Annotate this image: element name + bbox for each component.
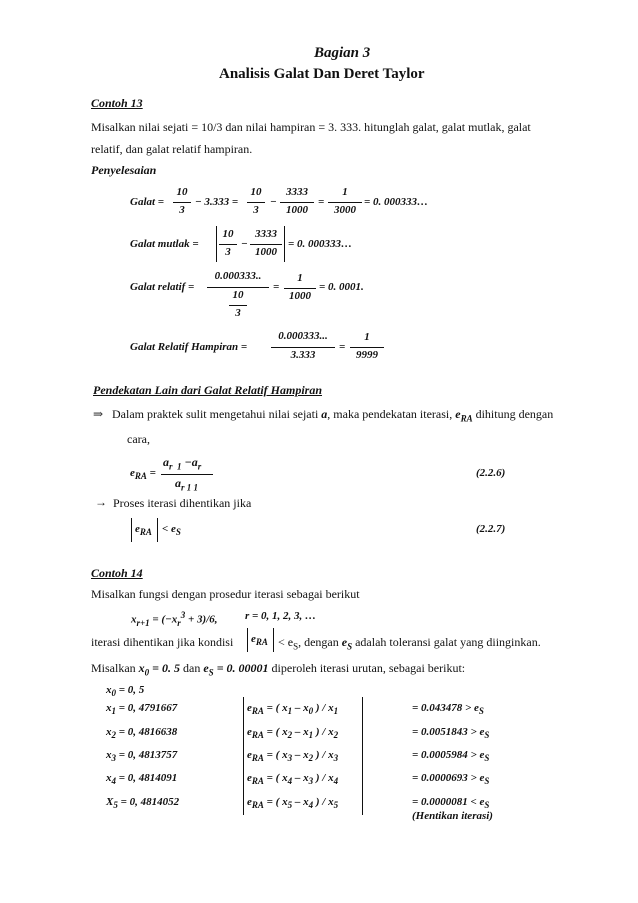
iteration-value: $x_3 = 0$, 4813757 [106,749,178,764]
abs-bar-left [243,791,244,815]
example-14-intro: Misalkan fungsi dengan prosedur iterasi sebagai berikut [91,587,360,601]
iteration-index-range: r = 0, 1, 2, 3, … [245,610,317,622]
iteration-value: $x_2 = 0$, 4816638 [106,726,178,741]
abs-bar-left [243,721,244,745]
stop-condition-era: $e_{RA}$ [251,633,268,648]
abs-bar-right [362,791,363,815]
approach-text-1: Dalam praktek sulit mengetahui nilai sejati a, maka pendekatan iterasi, $e_{RA}$ dihitung dengan [112,407,554,424]
approach-text-2: cara, [127,432,150,446]
iteration-value: $x_4 = 0$, 4814091 [106,772,178,787]
example-14-heading: Contoh 14 [91,566,143,580]
x0-line: $x_0 = 0$, 5 [106,684,145,699]
error-result: = $0.0000081 < e_S$ [412,796,490,811]
relative-error-formula: $e_{RA}$ = ( $x_1 - x_0$ ) / $x_1$ [247,702,339,717]
arrow-icon: ⇒ [93,407,104,421]
example-13-heading: Contoh 13 [91,96,143,110]
solution-heading: Penyelesaian [91,163,157,177]
abs-bar-left [243,744,244,768]
iteration-value: $X_5 = 0$, 4814052 [106,796,180,811]
abs-bar-left [243,767,244,791]
error-result: = $0.0000693 > e_S$ [412,772,490,787]
relative-error-formula: $e_{RA}$ = ( $x_3 - x_2$ ) / $x_3$ [247,749,339,764]
abs-bar-right [362,721,363,745]
chapter-title: Analisis Galat Dan Deret Taylor [219,66,425,82]
equation-number-2-2-7: (2.2.7) [476,523,506,535]
stop-condition-line: iterasi dihentikan jika kondisi [91,635,234,649]
document-page: Bagian 3 Analisis Galat Dan Deret Taylor Contoh 13 Misalkan nilai sejati = 10/3 dan nilai hampiran = 3. 333. hitunglah galat, galat mutlak, galat relatif, dan galat relatif hampiran. Penyelesaian Galat = 10 3 − 3.333 = 10 3 − 3333 1000 = 1 3000 = 0. 000333… Galat mutlak = 10 3 − 3333 1000 = 0. 000333… Galat relatif = 0.000333.. 10 3 = 1 1000 = 0. 0001. Galat Relatif Hampiran = 0.000333... 3.333 = 1 9999 Pendekatan Lain dari Galat Relatif Hampiran ⇒ Dalam praktek sulit mengetahui nilai sejati a, maka pendekatan iterasi, $e_{RA}$ dihitung dengan cara, $e_{RA}$ = $a_{r 1} -a_r$ $a_{r 1 1}$ (2.2.6) → Proses iterasi dihentikan jika $e_{RA}$ < $e_S$ (2.2.7) Contoh 14 Misalkan fungsi dengan prosedur iterasi sebagai berikut $x_{r+1} = (-x_r^3 + 3)/6$, r = 0, 1, 2, 3, … iterasi dihentikan jika kondisi $e_{RA}$ < $e_S$, dengan $e_S$ adalah toleransi galat yang diinginkan. Misalkan $x_0 = 0$. 5 dan $e_S = 0$. 00001 diperoleh iterasi urutan, sebagai berikut: $x_0 = 0$, 5 $x_1 = 0$, 4791667 $e_{RA}$ = ( $x_1 - x_0$ ) / $x_1$ = $0.043478 > e_S$ $x_2 = 0$, 4816638 $e_{RA}$ = ( $x_2 - x_1$ ) / $x_2$ = $0.0051843 > e_S$ $x_3 = 0$, 4813757 $e_{RA}$ = ( $x_3 - x_2$ ) / $x_3$ = $0.0005984 > e_S$ $x_4 = 0$, 4814091 $e_{RA}$ = ( $x_4 - x_3$ ) / $x_4$ = $0.0000693 > e_S$ $X_5 = 0$, 4814052 $e_{RA}$ = ( $x_5 - x_4$ ) / $x_5$ = $0.0000081 < e_S$ (Hentikan iterasi) [0,0,638,903]
arrow-right-icon: → [95,495,107,509]
abs-bar-right [362,767,363,791]
problem-line-1: Misalkan nilai sejati = 10/3 dan nilai hampiran = 3. 333. hitunglah galat, galat mutlak, galat [91,120,531,134]
stop-condition-text: Proses iterasi dihentikan jika [113,496,252,510]
relative-error-formula: $e_{RA}$ = ( $x_2 - x_1$ ) / $x_2$ [247,726,339,741]
abs-bar-right [362,697,363,721]
equation-number-2-2-6: (2.2.6) [476,467,506,479]
error-result: = $0.0051843 > e_S$ [412,726,490,741]
iteration-value: $x_1 = 0$, 4791667 [106,702,178,717]
error-result: = $0.043478 > e_S$ [412,702,484,717]
relative-error-formula: $e_{RA}$ = ( $x_5 - x_4$ ) / $x_5$ [247,796,339,811]
stop-condition-rest: < $e_S$, dengan $e_S$ adalah toleransi galat yang diinginkan. [278,635,541,652]
error-result: = $0.0005984 > e_S$ [412,749,490,764]
abs-bar-left [243,697,244,721]
chapter-label: Bagian 3 [314,45,371,61]
approach-heading: Pendekatan Lain dari Galat Relatif Hampiran [93,383,323,397]
stop-iteration-note: (Hentikan iterasi) [412,810,493,822]
iteration-formula: $x_{r+1} = (-x_r^3 + 3)/6$, [131,610,218,628]
abs-bar-right [362,744,363,768]
problem-line-2: relatif, dan galat relatif hampiran. [91,142,253,156]
initial-setup-line: Misalkan $x_0 = 0$. 5 dan $e_S = 0$. 00001 diperoleh iterasi urutan, sebagai berikut: [91,661,466,678]
relative-error-formula: $e_{RA}$ = ( $x_4 - x_3$ ) / $x_4$ [247,772,339,787]
